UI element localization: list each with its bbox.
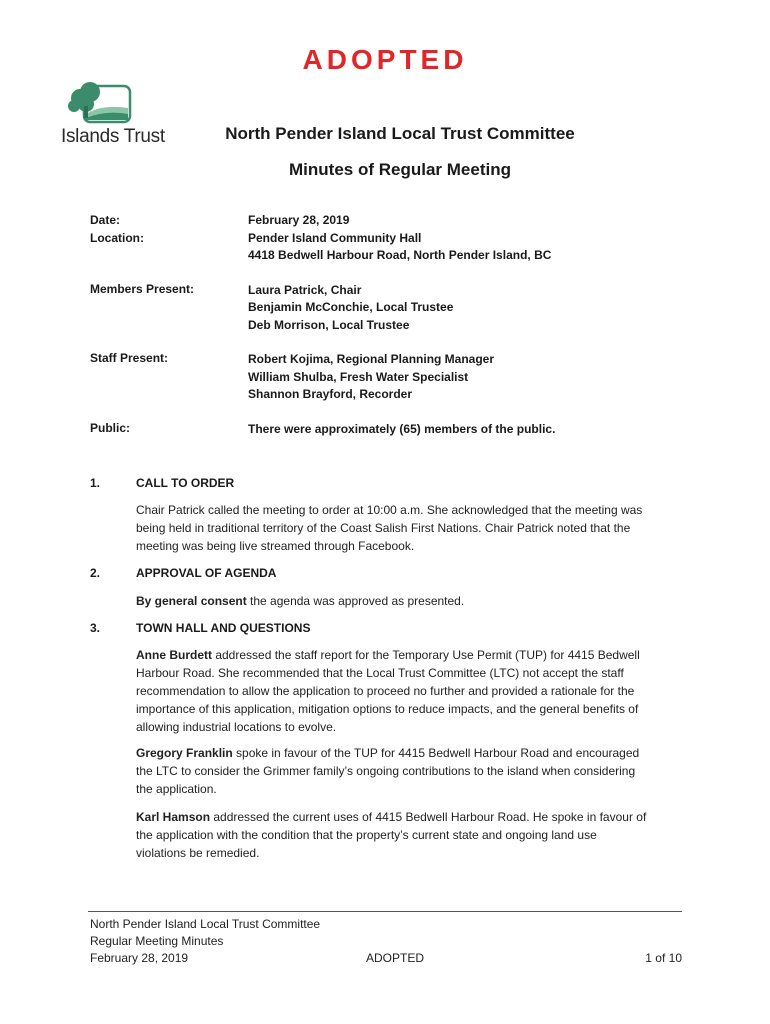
speaker-name: Gregory Franklin <box>136 746 233 760</box>
section-town-hall <box>90 621 690 635</box>
paragraph-line: the application. <box>136 782 217 796</box>
footer-status: ADOPTED <box>366 951 425 965</box>
meeting-details <box>90 212 710 438</box>
paragraph-line: violations be remedied. <box>136 846 260 860</box>
location-line-2: 4418 Bedwell Harbour Road, North Pender Island, BC <box>248 248 552 262</box>
paragraph-line: addressed the current uses of 4415 Bedwell Harbour Road. He spoke in favour of <box>210 810 647 824</box>
footer-divider <box>88 911 682 912</box>
speaker-name: Anne Burdett <box>136 648 212 662</box>
agenda-consent-bold: By general consent <box>136 594 247 608</box>
staff-label: Staff Present: <box>90 351 169 365</box>
paragraph-line: the LTC to consider the Grimmer family’s ongoing contributions to the island when considering <box>136 764 636 778</box>
member-item: Deb Morrison, Local Trustee <box>248 317 410 332</box>
section-number: 1. <box>90 476 101 490</box>
date-value: February 28, 2019 <box>248 213 350 227</box>
logo-wordmark: Islands Trust <box>61 126 165 147</box>
location-line-1: Pender Island Community Hall <box>248 230 422 245</box>
agenda-paragraph <box>136 592 684 610</box>
staff-item: Shannon Brayford, Recorder <box>248 387 413 401</box>
date-location-row <box>90 212 710 265</box>
public-row <box>90 421 710 439</box>
speaker-name: Karl Hamson <box>136 810 211 824</box>
public-value: There were approximately (65) members of the public. <box>248 421 556 436</box>
paragraph-line: Chair Patrick called the meeting to order at 10:00 a.m. She acknowledged that the meeting was <box>136 503 643 517</box>
call-to-order-paragraph <box>136 501 684 555</box>
members-row <box>90 282 710 335</box>
franklin-paragraph <box>136 744 684 798</box>
burdett-paragraph <box>136 646 684 736</box>
paragraph-line: importance of this application, mitigation options to reduce impacts, and the general benefits of <box>136 702 639 716</box>
members-label: Members Present: <box>90 281 195 296</box>
footer-date: February 28, 2019 <box>90 951 189 965</box>
page-number: 1 of 10 <box>645 951 682 965</box>
section-heading: APPROVAL OF AGENDA <box>136 566 277 580</box>
location-label: Location: <box>90 230 144 245</box>
staff-item: Robert Kojima, Regional Planning Manager <box>248 352 495 366</box>
section-call-to-order <box>90 476 690 490</box>
section-number: 3. <box>90 621 101 635</box>
page-footer <box>90 916 682 967</box>
member-item: Benjamin McConchie, Local Trustee <box>248 300 454 314</box>
section-heading: TOWN HALL AND QUESTIONS <box>136 621 311 635</box>
section-heading: CALL TO ORDER <box>136 476 235 490</box>
paragraph-line: spoke in favour of the TUP for 4415 Bedwell Harbour Road and encouraged <box>232 746 640 760</box>
adopted-stamp: ADOPTED <box>302 44 468 75</box>
date-label: Date: <box>90 213 121 227</box>
footer-document: Regular Meeting Minutes <box>90 934 224 948</box>
paragraph-line: being held in traditional territory of the Coast Salish First Nations. Chair Patrick noted that the <box>136 521 631 535</box>
paragraph-line: allowing industrial locations to evolve. <box>136 720 337 734</box>
public-label: Public: <box>90 420 131 435</box>
paragraph-line: Harbour Road. She recommended that the Local Trust Committee (LTC) not accept the staff <box>136 666 624 680</box>
agenda-consent-text: the agenda was approved as presented. <box>246 594 465 608</box>
footer-committee: North Pender Island Local Trust Committee <box>90 917 321 931</box>
member-item: Laura Patrick, Chair <box>248 282 362 297</box>
staff-item: William Shulba, Fresh Water Specialist <box>248 369 469 384</box>
paragraph-line: the application with the condition that the property’s current state and ongoing land use <box>136 828 597 842</box>
committee-title: North Pender Island Local Trust Committee <box>225 124 575 143</box>
paragraph-line: addressed the staff report for the Temporary Use Permit (TUP) for 4415 Bedwell <box>212 648 640 662</box>
section-approval-of-agenda <box>90 566 690 580</box>
paragraph-line: meeting was being live streamed through Facebook. <box>136 539 415 553</box>
hamson-paragraph <box>136 808 684 862</box>
paragraph-line: recommendation to allow the application to proceed no further and provided a rationale for the <box>136 684 635 698</box>
document-title: Minutes of Regular Meeting <box>289 160 511 179</box>
section-number: 2. <box>90 566 101 580</box>
staff-row <box>90 351 710 404</box>
